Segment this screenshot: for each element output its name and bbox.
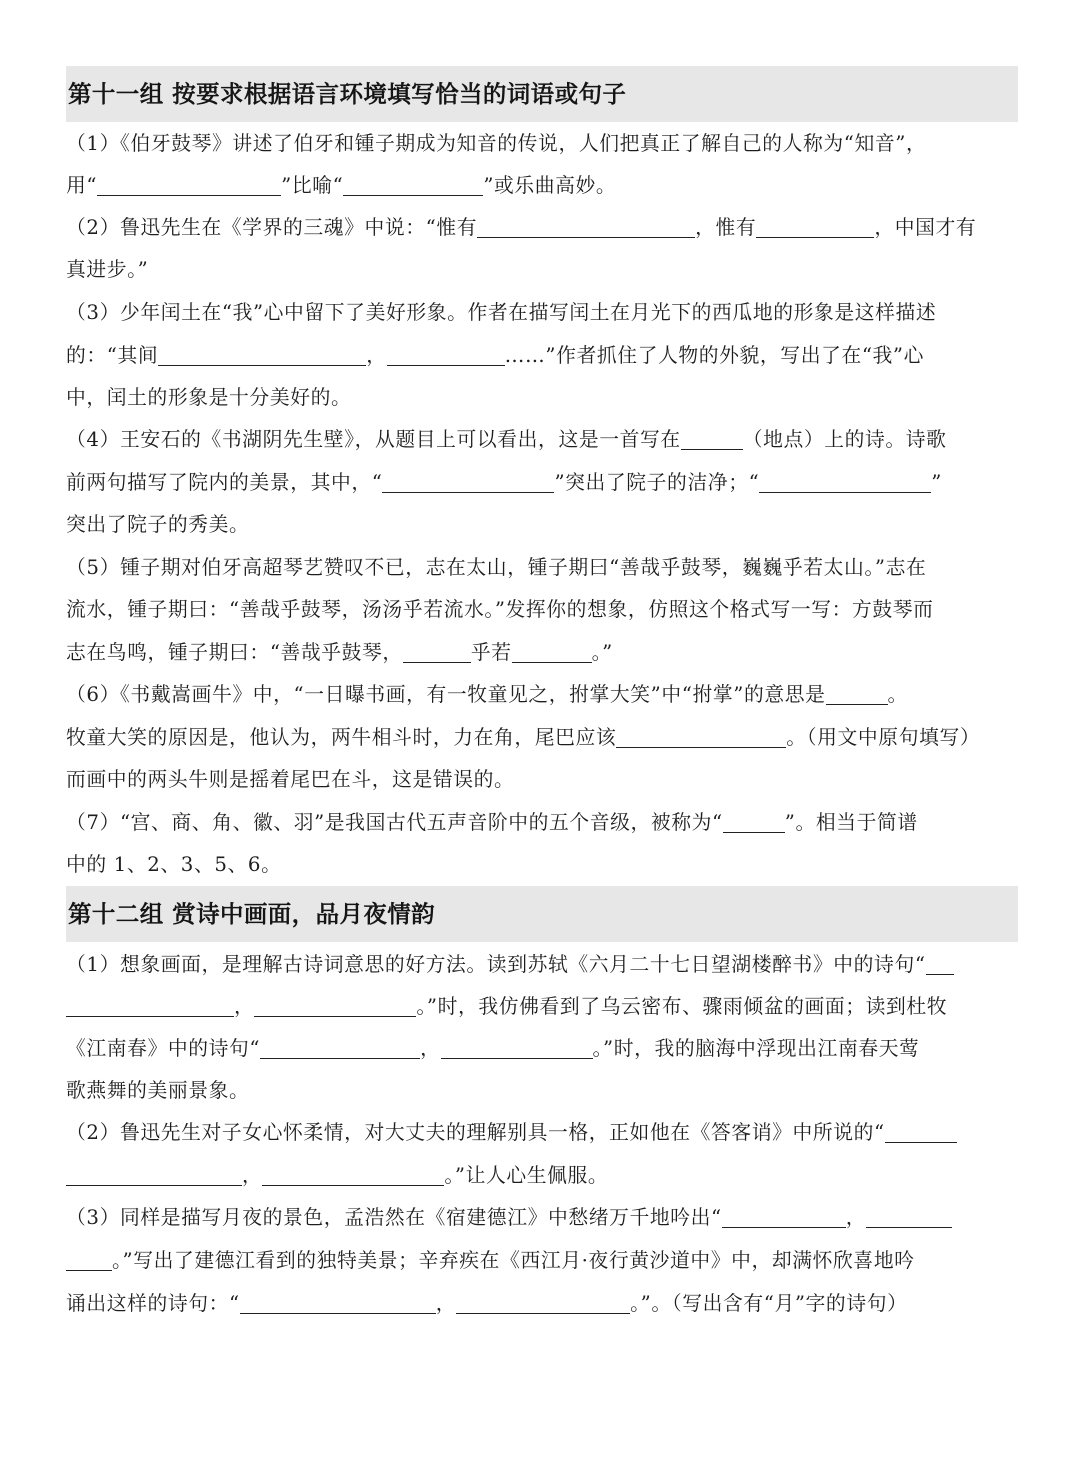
s12-q2-line1: （2）鲁迅先生对子女心怀柔情，对大丈夫的理解别具一格，正如他在《答客诮》中所说的“ bbox=[66, 1118, 1018, 1148]
answer-blank[interactable] bbox=[240, 1293, 436, 1314]
s11-q3-line2: 的：“其间 ， ……”作者抓住了人物的外貌，写出了在“我”心 bbox=[66, 344, 925, 367]
s11-q3-line1: （3）少年闰土在“我”心中留下了美好形象。作者在描写闰土在月光下的西瓜地的形象是这样描述 bbox=[66, 301, 937, 324]
answer-blank[interactable] bbox=[260, 1038, 420, 1059]
s11-q4-line1: （4）王安石的《书湖阴先生壁》，从题目上可以看出，这是一首写在 （地点）上的诗。诗歌 bbox=[66, 428, 947, 451]
answer-blank[interactable] bbox=[477, 217, 695, 238]
section-12-title: 第十二组 赏诗中画面，品月夜情韵 bbox=[68, 900, 436, 928]
answer-blank[interactable] bbox=[926, 954, 954, 975]
s12-q3-line3: 诵出这样的诗句：“ ， 。”。（写出含有“月”字的诗句） bbox=[66, 1292, 908, 1315]
answer-blank[interactable] bbox=[885, 1122, 957, 1143]
s11-q7-line1: （7）“宫、商、角、徽、羽”是我国古代五声音阶中的五个音级，被称为“ ”。相当于简谱 bbox=[66, 811, 918, 834]
answer-blank[interactable] bbox=[262, 1165, 444, 1186]
answer-blank[interactable] bbox=[723, 812, 785, 833]
answer-blank[interactable] bbox=[66, 996, 234, 1017]
s11-q2-line1: （2）鲁迅先生在《学界的三魂》中说：“惟有 ，惟有 ，中国才有 bbox=[66, 216, 977, 239]
s11-q6-line1: （6）《书戴嵩画牛》中，“一日曝书画，有一牧童见之，拊掌大笑”中“拊掌”的意思是 。 bbox=[66, 683, 908, 706]
answer-blank[interactable] bbox=[441, 1038, 593, 1059]
answer-blank[interactable] bbox=[616, 727, 786, 748]
answer-blank[interactable] bbox=[382, 472, 554, 493]
s11-q4-line3: 突出了院子的秀美。 bbox=[66, 513, 250, 536]
s11-q4-line2: 前两句描写了院内的美景，其中，“ ”突出了院子的洁净；“ ” bbox=[66, 471, 943, 494]
s12-q3-line1: （3）同样是描写月夜的景色，孟浩然在《宿建德江》中愁绪万千地吟出“ ， bbox=[66, 1203, 1018, 1233]
s12-q1-line4: 歌燕舞的美丽景象。 bbox=[66, 1079, 250, 1102]
s11-q7-line2: 中的 1、2、3、5、6。 bbox=[66, 853, 282, 876]
answer-blank[interactable] bbox=[759, 472, 931, 493]
answer-blank[interactable] bbox=[343, 175, 483, 196]
s11-q5-line1: （5）锺子期对伯牙高超琴艺赞叹不已，志在太山，锺子期曰“善哉乎鼓琴，巍巍乎若太山。”志在 bbox=[66, 556, 927, 579]
s12-q3-line2: 。”写出了建德江看到的独特美景；辛弃疾在《西江月·夜行黄沙道中》中，却满怀欣喜地吟 bbox=[66, 1246, 1018, 1276]
answer-blank[interactable] bbox=[254, 996, 416, 1017]
s11-q5-line2: 流水，锺子期曰：“善哉乎鼓琴，汤汤乎若流水。”发挥你的想象，仿照这个格式写一写：方鼓琴而 bbox=[66, 598, 934, 621]
section-11-title: 第十一组 按要求根据语言环境填写恰当的词语或句子 bbox=[68, 80, 627, 108]
answer-blank[interactable] bbox=[97, 175, 281, 196]
s11-q2-line2: 真进步。” bbox=[66, 258, 149, 281]
s11-q1-line1: （1）《伯牙鼓琴》讲述了伯牙和锺子期成为知音的传说，人们把真正了解自己的人称为“知音”， bbox=[66, 132, 927, 155]
s12-q1-line1: （1）想象画面，是理解古诗词意思的好方法。读到苏轼《六月二十七日望湖楼醉书》中的诗句“ bbox=[66, 950, 1018, 980]
answer-blank[interactable] bbox=[826, 684, 888, 705]
answer-blank[interactable] bbox=[722, 1207, 846, 1228]
s11-q6-line2: 牧童大笑的原因是，他认为，两牛相斗时，力在角，尾巴应该 。（用文中原句填写） bbox=[66, 726, 981, 749]
answer-blank[interactable] bbox=[512, 642, 592, 663]
answer-blank[interactable] bbox=[66, 1250, 112, 1271]
answer-blank[interactable] bbox=[681, 429, 743, 450]
s11-q5-line3: 志在鸟鸣，锺子期曰：“善哉乎鼓琴， 乎若 。” bbox=[66, 641, 613, 664]
s11-q1-line2: 用“ ”比喻“ ”或乐曲高妙。 bbox=[66, 174, 617, 197]
answer-blank[interactable] bbox=[387, 345, 505, 366]
answer-blank[interactable] bbox=[403, 642, 471, 663]
s12-q1-line3: 《江南春》中的诗句“ ， 。”时，我的脑海中浮现出江南春天莺 bbox=[66, 1037, 920, 1060]
answer-blank[interactable] bbox=[158, 345, 366, 366]
answer-blank[interactable] bbox=[866, 1207, 952, 1228]
s12-q2-line2: ， 。”让人心生佩服。 bbox=[66, 1161, 1018, 1191]
answer-blank[interactable] bbox=[66, 1165, 242, 1186]
answer-blank[interactable] bbox=[756, 217, 874, 238]
answer-blank[interactable] bbox=[456, 1293, 630, 1314]
s11-q3-line3: 中，闰土的形象是十分美好的。 bbox=[66, 386, 352, 409]
section-11-header bbox=[66, 66, 1018, 122]
s11-q6-line3: 而画中的两头牛则是摇着尾巴在斗，这是错误的。 bbox=[66, 768, 515, 791]
section-12-header bbox=[66, 886, 1018, 942]
s12-q1-line2: ， 。”时，我仿佛看到了乌云密布、骤雨倾盆的画面；读到杜牧 bbox=[66, 992, 1018, 1022]
